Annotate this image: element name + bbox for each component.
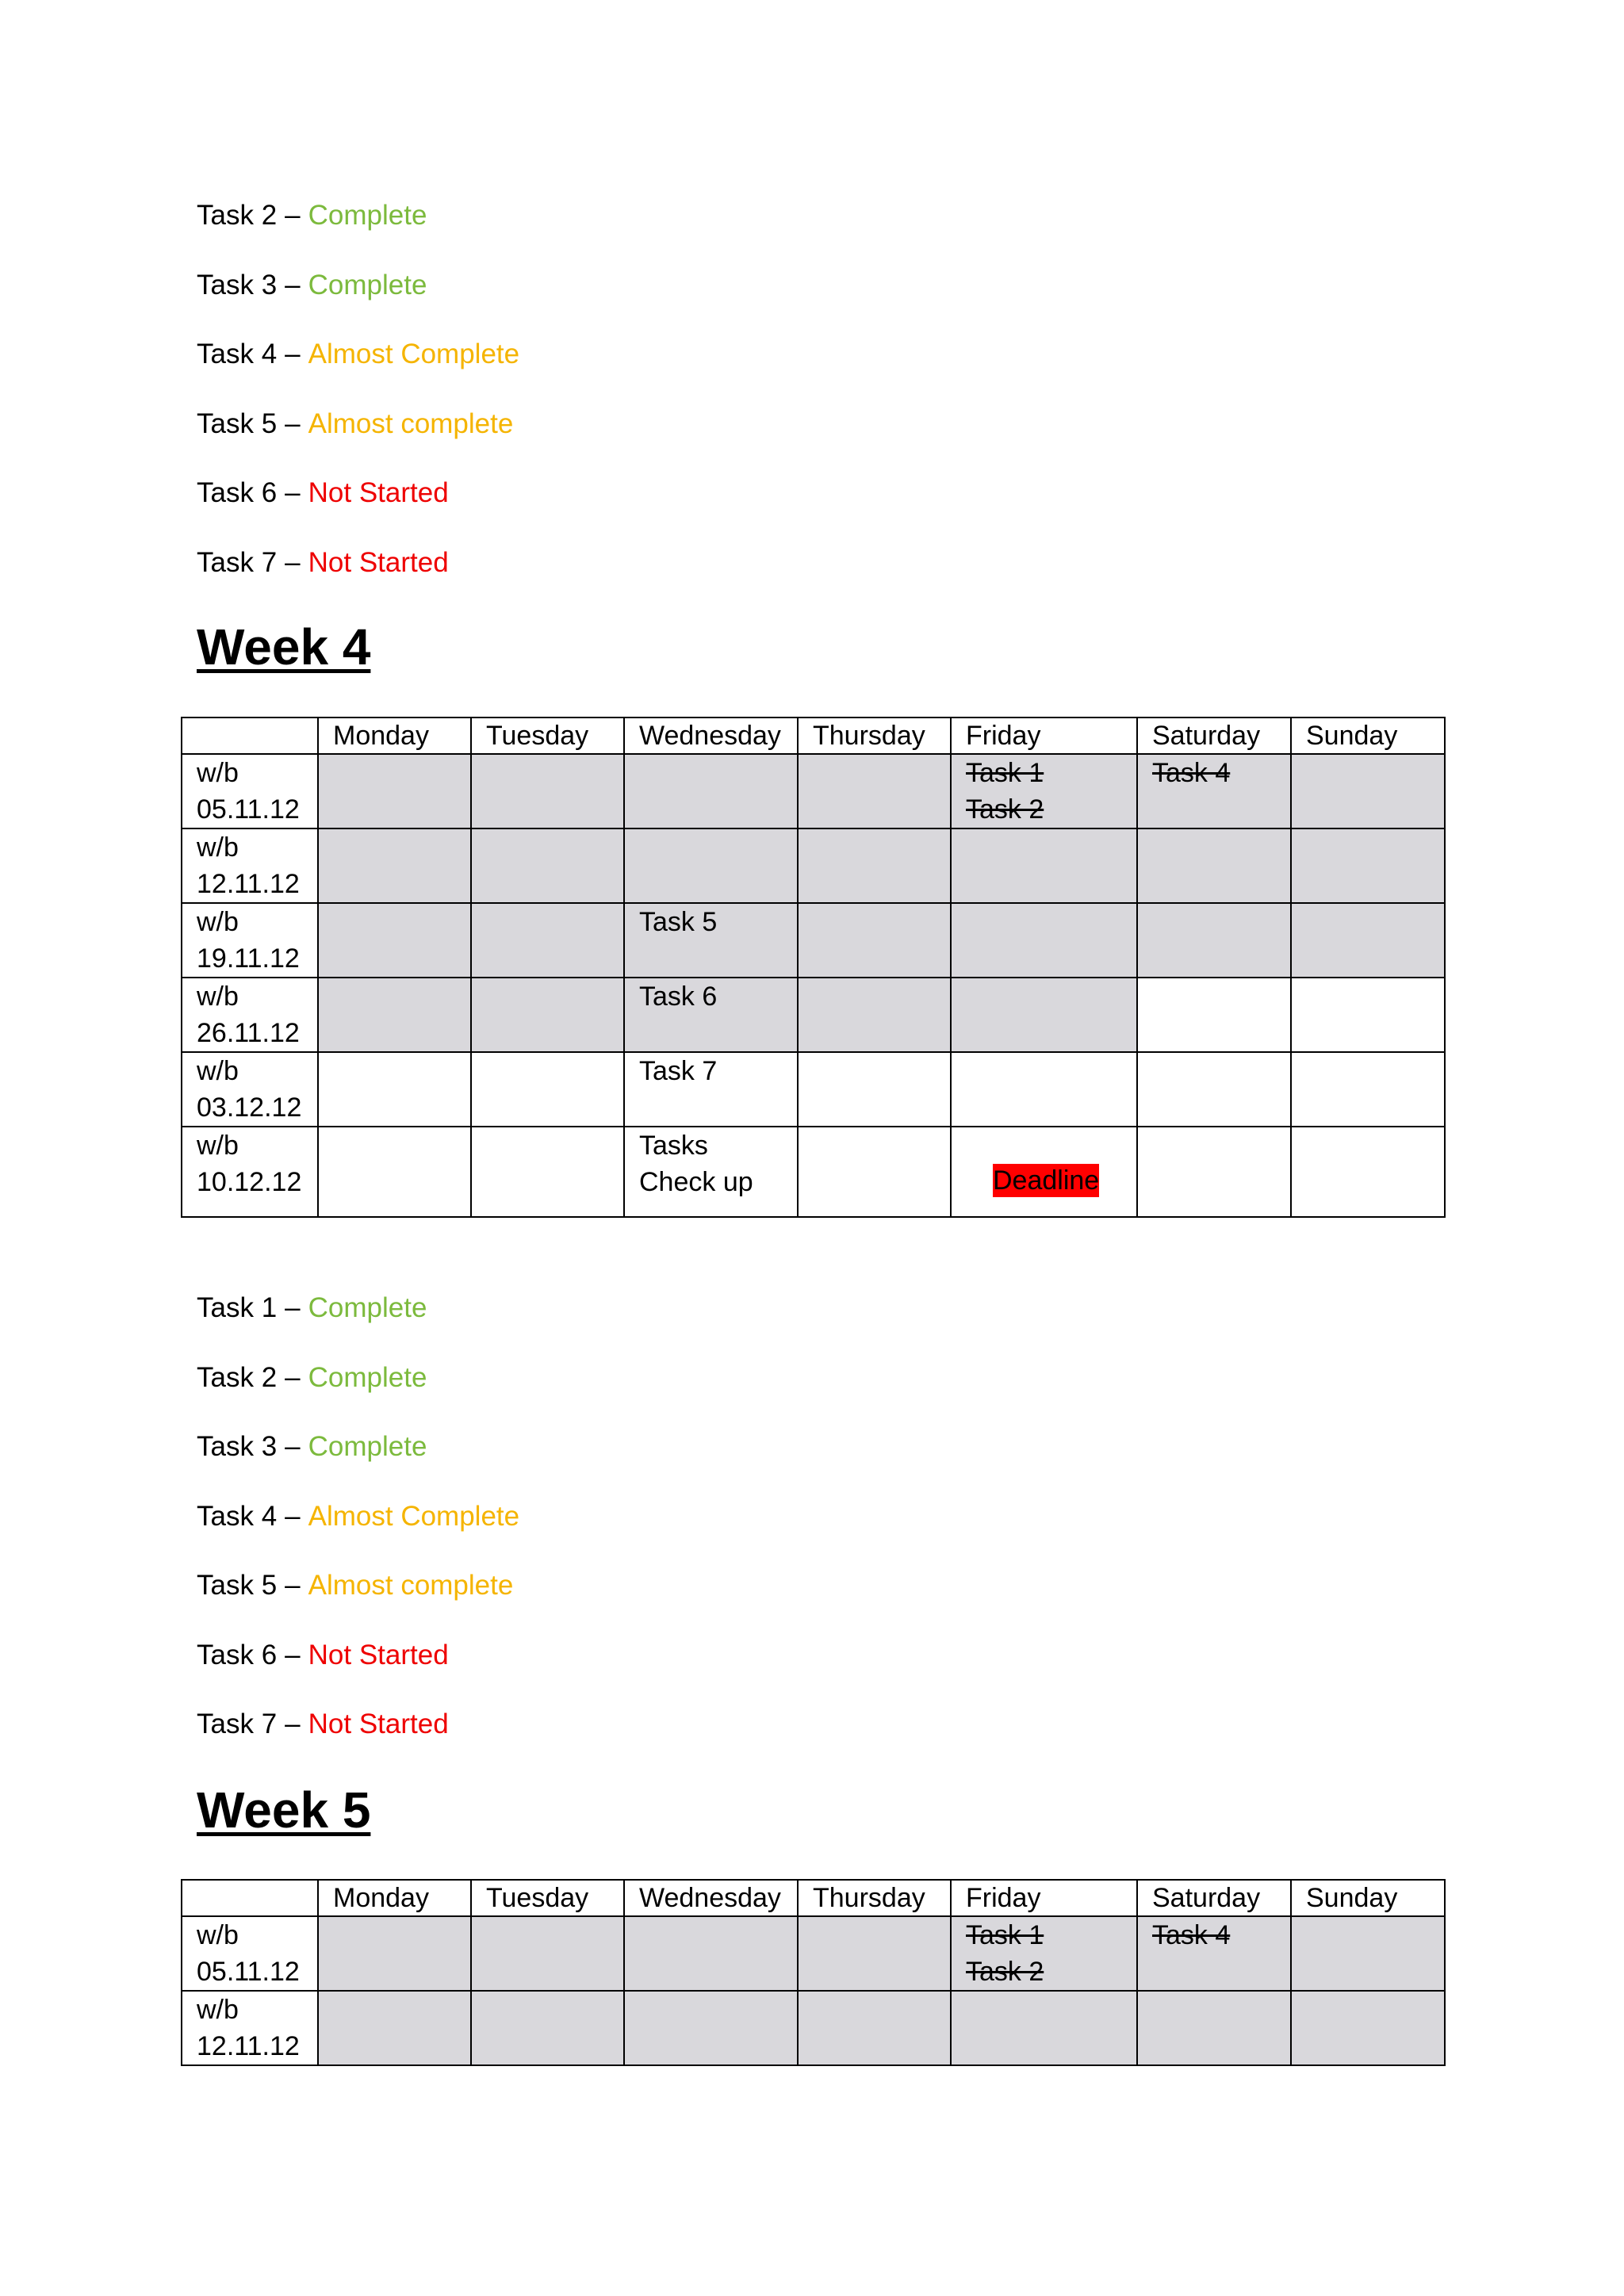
day-header: Tuesday xyxy=(471,1880,624,1916)
corner-cell xyxy=(182,718,318,754)
week-label-cell xyxy=(182,754,318,828)
day-cell xyxy=(951,978,1137,1052)
day-cell xyxy=(1291,1052,1445,1127)
day-cell xyxy=(1137,828,1291,903)
day-header: Monday xyxy=(318,718,471,754)
task-status-line xyxy=(197,196,519,266)
day-cell xyxy=(951,1052,1137,1127)
day-cell xyxy=(1291,978,1445,1052)
day-cell xyxy=(471,828,624,903)
status-label: Complete xyxy=(308,1292,427,1323)
day-cell xyxy=(471,754,624,828)
day-cell xyxy=(471,1052,624,1127)
task-status-line xyxy=(197,543,519,613)
status-label: Almost complete xyxy=(308,1570,514,1601)
week-label-line: w/b xyxy=(197,907,239,937)
week-label-cell xyxy=(182,903,318,978)
day-cell xyxy=(798,828,951,903)
day-cell xyxy=(1137,1991,1291,2065)
week-label-line: w/b xyxy=(197,1920,239,1950)
day-cell xyxy=(471,1127,624,1217)
task-status-line xyxy=(197,473,519,543)
week-label-line: 03.12.12 xyxy=(197,1093,302,1123)
day-cell xyxy=(318,828,471,903)
task-name: Task 7 xyxy=(197,546,278,578)
week-label-cell xyxy=(182,978,318,1052)
day-cell xyxy=(1137,754,1291,828)
status-separator: – xyxy=(285,408,301,439)
task-name: Task 2 xyxy=(197,1361,278,1393)
task-status-line xyxy=(197,1497,519,1567)
day-header: Thursday xyxy=(798,718,951,754)
status-label: Complete xyxy=(308,1361,427,1393)
day-header: Wednesday xyxy=(624,1880,798,1916)
day-cell xyxy=(471,903,624,978)
day-cell xyxy=(951,1916,1137,1991)
day-cell xyxy=(1291,903,1445,978)
task-entry: Task 2 xyxy=(966,794,1044,825)
task-status-line xyxy=(197,404,519,474)
week-label-cell xyxy=(182,1127,318,1217)
day-cell xyxy=(798,754,951,828)
day-cell xyxy=(471,1991,624,2065)
day-cell xyxy=(318,978,471,1052)
task-name: Task 6 xyxy=(197,477,278,508)
status-separator: – xyxy=(285,1570,301,1601)
week-label-cell xyxy=(182,1991,318,2065)
week-label-line: 05.11.12 xyxy=(197,794,300,825)
day-header: Friday xyxy=(951,1880,1137,1916)
task-entry: Task 5 xyxy=(639,907,718,937)
day-header: Friday xyxy=(951,718,1137,754)
day-cell xyxy=(798,1052,951,1127)
task-name: Task 1 xyxy=(197,1292,278,1323)
day-cell xyxy=(318,1052,471,1127)
week-row xyxy=(182,903,1445,978)
status-label: Complete xyxy=(308,1431,427,1462)
status-label: Complete xyxy=(308,200,427,231)
week-label-line: 10.12.12 xyxy=(197,1167,302,1197)
week-row xyxy=(182,828,1445,903)
task-status-line xyxy=(197,1427,519,1497)
day-cell xyxy=(798,903,951,978)
status-separator: – xyxy=(285,1292,301,1323)
week-label-line: 12.11.12 xyxy=(197,869,300,899)
day-cell xyxy=(624,754,798,828)
task-name: Task 7 xyxy=(197,1709,278,1739)
task-name: Task 6 xyxy=(197,1639,278,1670)
day-cell xyxy=(624,828,798,903)
day-cell xyxy=(1137,1916,1291,1991)
status-separator: – xyxy=(285,339,301,369)
day-cell xyxy=(318,754,471,828)
status-label: Not Started xyxy=(308,477,449,508)
day-cell xyxy=(798,1991,951,2065)
week-calendar-table xyxy=(181,1879,1446,2066)
task-entry: Tasks xyxy=(639,1131,708,1161)
day-cell xyxy=(798,1916,951,1991)
day-cell xyxy=(318,1991,471,2065)
task-status-line xyxy=(197,1636,519,1705)
day-cell xyxy=(624,1052,798,1127)
status-separator: – xyxy=(285,477,301,508)
day-cell xyxy=(471,978,624,1052)
task-status-line xyxy=(197,1288,519,1358)
week-label-line: 12.11.12 xyxy=(197,2031,300,2061)
week-row xyxy=(182,978,1445,1052)
status-separator: – xyxy=(285,1361,301,1393)
task-status-line xyxy=(197,1705,519,1774)
task-entry: Task 7 xyxy=(639,1056,718,1086)
day-cell xyxy=(624,1127,798,1217)
corner-cell xyxy=(182,1880,318,1916)
task-entry: Task 6 xyxy=(639,982,718,1012)
task-entry: Task 1 xyxy=(966,758,1044,788)
week-label-cell xyxy=(182,1052,318,1127)
task-name: Task 5 xyxy=(197,408,278,439)
week-row xyxy=(182,1127,1445,1217)
task-entry: Task 4 xyxy=(1152,1920,1231,1950)
day-cell xyxy=(1137,978,1291,1052)
status-separator: – xyxy=(285,1500,301,1532)
day-cell xyxy=(1291,1991,1445,2065)
day-header: Sunday xyxy=(1291,1880,1445,1916)
week-label-line: 05.11.12 xyxy=(197,1957,300,1987)
status-label: Not Started xyxy=(308,1709,449,1739)
task-status-list xyxy=(197,196,519,612)
week-row xyxy=(182,1991,1445,2065)
status-separator: – xyxy=(285,1431,301,1462)
day-header: Thursday xyxy=(798,1880,951,1916)
day-cell xyxy=(624,978,798,1052)
week-heading: Week 5 xyxy=(197,1781,371,1839)
status-label: Not Started xyxy=(308,1639,449,1670)
week-label-line: w/b xyxy=(197,1056,239,1086)
task-status-line xyxy=(197,1566,519,1636)
day-cell xyxy=(318,903,471,978)
week-row xyxy=(182,754,1445,828)
header-row xyxy=(182,1880,1445,1916)
day-cell xyxy=(318,1916,471,1991)
day-cell xyxy=(1291,1127,1445,1217)
day-cell xyxy=(1137,1127,1291,1217)
day-cell xyxy=(1291,1916,1445,1991)
week-label-cell xyxy=(182,828,318,903)
day-cell xyxy=(624,903,798,978)
week-label-line: w/b xyxy=(197,758,239,788)
status-label: Almost Complete xyxy=(308,339,520,369)
day-cell xyxy=(951,1991,1137,2065)
day-cell xyxy=(798,1127,951,1217)
day-header: Tuesday xyxy=(471,718,624,754)
header-row xyxy=(182,718,1445,754)
week-row xyxy=(182,1916,1445,1991)
week-row xyxy=(182,1052,1445,1127)
task-status-line xyxy=(197,1358,519,1428)
task-name: Task 3 xyxy=(197,269,278,300)
day-cell xyxy=(798,978,951,1052)
task-status-line xyxy=(197,266,519,335)
day-header: Saturday xyxy=(1137,1880,1291,1916)
status-label: Almost Complete xyxy=(308,1500,520,1532)
status-separator: – xyxy=(285,1709,301,1739)
status-label: Complete xyxy=(308,269,427,300)
week-label-line: w/b xyxy=(197,1131,239,1161)
status-separator: – xyxy=(285,269,301,300)
day-cell xyxy=(1137,1052,1291,1127)
day-header: Saturday xyxy=(1137,718,1291,754)
task-name: Task 4 xyxy=(197,339,278,369)
status-separator: – xyxy=(285,546,301,578)
day-header: Monday xyxy=(318,1880,471,1916)
day-cell xyxy=(624,1916,798,1991)
week-label-cell xyxy=(182,1916,318,1991)
week-label-line: 26.11.12 xyxy=(197,1018,300,1048)
day-cell xyxy=(1291,828,1445,903)
task-status-line xyxy=(197,335,519,404)
day-header: Sunday xyxy=(1291,718,1445,754)
status-separator: – xyxy=(285,1639,301,1670)
task-name: Task 2 xyxy=(197,200,278,231)
week-label-line: w/b xyxy=(197,832,239,863)
day-cell xyxy=(951,1127,1137,1217)
task-entry: Task 4 xyxy=(1152,758,1231,788)
task-name: Task 5 xyxy=(197,1570,278,1601)
day-header: Wednesday xyxy=(624,718,798,754)
day-cell xyxy=(624,1991,798,2065)
week-label-line: w/b xyxy=(197,1995,239,2025)
day-cell xyxy=(951,828,1137,903)
status-label: Almost complete xyxy=(308,408,514,439)
task-entry: Check up xyxy=(639,1167,753,1197)
week-label-line: w/b xyxy=(197,982,239,1012)
day-cell xyxy=(471,1916,624,1991)
day-cell xyxy=(1137,903,1291,978)
status-separator: – xyxy=(285,200,301,231)
day-cell xyxy=(951,903,1137,978)
task-name: Task 3 xyxy=(197,1431,278,1462)
day-cell xyxy=(951,754,1137,828)
week-label-line: 19.11.12 xyxy=(197,943,300,974)
week-heading: Week 4 xyxy=(197,618,371,675)
day-cell xyxy=(318,1127,471,1217)
task-entry: Task 2 xyxy=(966,1957,1044,1987)
task-entry: Task 1 xyxy=(966,1920,1044,1950)
week-calendar-table xyxy=(181,717,1446,1218)
day-cell xyxy=(1291,754,1445,828)
deadline-badge: Deadline xyxy=(993,1165,1100,1196)
task-status-list xyxy=(197,1288,519,1774)
status-label: Not Started xyxy=(308,546,449,578)
task-name: Task 4 xyxy=(197,1500,278,1532)
